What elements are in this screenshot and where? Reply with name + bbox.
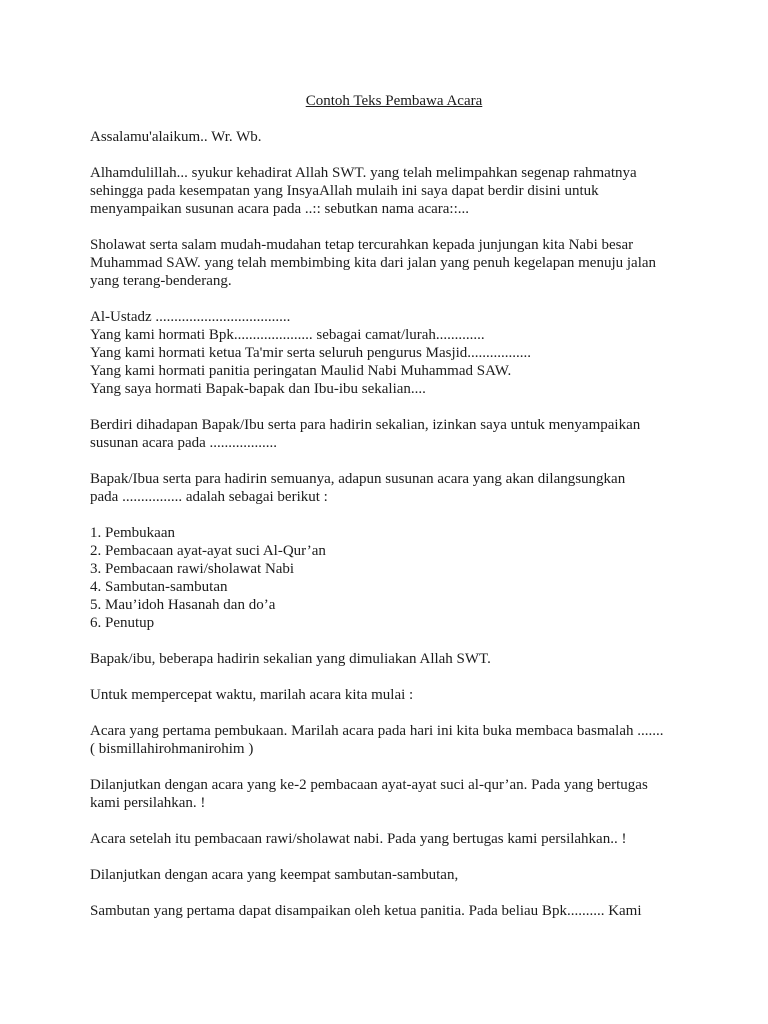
text-line: Al-Ustadz .................................... — [90, 309, 291, 325]
text-line: Dilanjutkan dengan acara yang ke-2 pembacaan ayat-ayat suci al-qur’an. Pada yang bertugas — [90, 777, 648, 793]
text-line: kami persilahkan. ! — [90, 795, 206, 811]
text-line: susunan acara pada .................. — [90, 435, 278, 451]
text-line: Bapak/Ibua serta para hadirin semuanya, adapun susunan acara yang akan dilangsungkan — [90, 471, 626, 487]
paragraph-fourth-agenda — [90, 866, 698, 884]
paragraph-lets-start — [90, 686, 698, 704]
paragraph-salutation — [90, 128, 698, 146]
agenda-list-item: 1. Pembukaan — [90, 525, 175, 541]
agenda-list — [90, 524, 698, 632]
agenda-list-item: 3. Pembacaan rawi/sholawat Nabi — [90, 561, 295, 577]
paragraph-opening-praise — [90, 164, 698, 218]
text-line: Bapak/ibu, beberapa hadirin sekalian yang dimuliakan Allah SWT. — [90, 651, 491, 667]
document-title: Contoh Teks Pembawa Acara — [305, 93, 483, 109]
text-line: Acara yang pertama pembukaan. Marilah acara pada hari ini kita buka membaca basmalah ....... — [90, 723, 664, 739]
paragraph-second-agenda — [90, 776, 698, 812]
agenda-list-item: 2. Pembacaan ayat-ayat suci Al-Qur’an — [90, 543, 326, 559]
text-line: Yang kami hormati Bpk..................... sebagai camat/lurah............. — [90, 327, 485, 343]
paragraph-first-agenda — [90, 722, 698, 758]
text-line: ( bismillahirohmanirohim ) — [90, 741, 254, 757]
text-line: yang terang-benderang. — [90, 273, 232, 289]
agenda-list-item: 5. Mau’idoh Hasanah dan do’a — [90, 597, 276, 613]
text-line: Yang kami hormati panitia peringatan Maulid Nabi Muhammad SAW. — [90, 363, 512, 379]
paragraph-third-agenda — [90, 830, 698, 848]
text-line: Dilanjutkan dengan acara yang keempat sambutan-sambutan, — [90, 867, 459, 883]
text-line: Sambutan yang pertama dapat disampaikan oleh ketua panitia. Pada beliau Bpk.......... Kami — [90, 903, 642, 919]
text-line: Alhamdulillah... syukur kehadirat Allah SWT. yang telah melimpahkan segenap rahmatnya — [90, 165, 637, 181]
text-line: Untuk mempercepat waktu, marilah acara kita mulai : — [90, 687, 414, 703]
text-line: pada ................ adalah sebagai berikut : — [90, 489, 328, 505]
agenda-list-item: 6. Penutup — [90, 615, 155, 631]
text-line: Assalamu'alaikum.. Wr. Wb. — [90, 129, 262, 145]
text-line: Yang saya hormati Bapak-bapak dan Ibu-ibu sekalian.... — [90, 381, 426, 397]
paragraph-berdiri — [90, 416, 698, 452]
paragraph-sholawat — [90, 236, 698, 290]
agenda-list-item: 4. Sambutan-sambutan — [90, 579, 228, 595]
paragraph-agenda-intro — [90, 470, 698, 506]
text-line: Sholawat serta salam mudah-mudahan tetap tercurahkan kepada junjungan kita Nabi besar — [90, 237, 634, 253]
text-line: Muhammad SAW. yang telah membimbing kita dari jalan yang penuh kegelapan menuju jalan — [90, 255, 657, 271]
text-line: sehingga pada kesempatan yang InsyaAllah mulaih ini saya dapat berdir disini untuk — [90, 183, 599, 199]
text-line: menyampaikan susunan acara pada ..:: sebutkan nama acara::... — [90, 201, 470, 217]
text-line: Yang kami hormati ketua Ta'mir serta seluruh pengurus Masjid................. — [90, 345, 532, 361]
paragraph-address — [90, 650, 698, 668]
paragraph-honorifics — [90, 308, 698, 398]
paragraph-first-speech — [90, 902, 698, 920]
text-line: Acara setelah itu pembacaan rawi/sholawat nabi. Pada yang bertugas kami persilahkan.. ! — [90, 831, 627, 847]
text-line: Berdiri dihadapan Bapak/Ibu serta para hadirin sekalian, izinkan saya untuk menyampaikan — [90, 417, 641, 433]
